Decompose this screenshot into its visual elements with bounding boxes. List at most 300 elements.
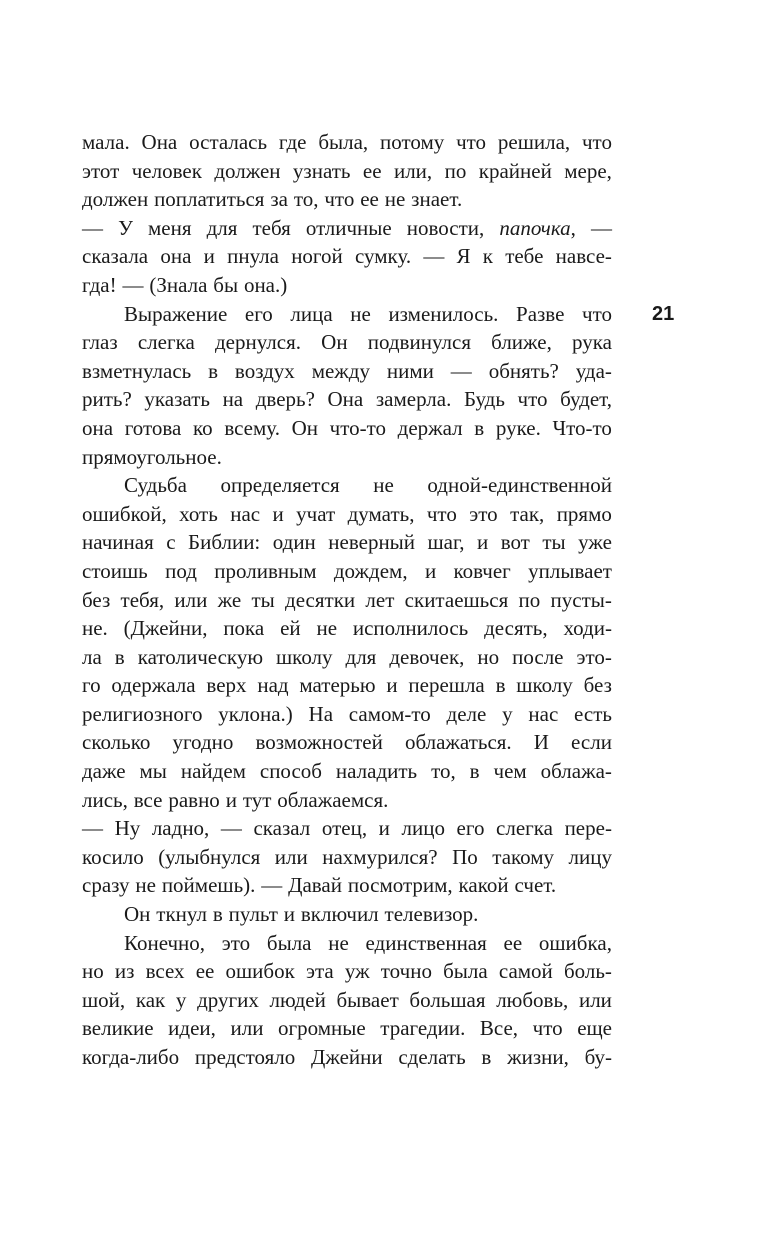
- word: всех: [145, 959, 185, 984]
- word: не: [316, 616, 338, 641]
- word: учат: [296, 501, 336, 526]
- text-line: [82, 157, 612, 186]
- word: этот: [82, 158, 120, 183]
- word: шаг,: [427, 530, 465, 555]
- word: способ: [259, 759, 322, 784]
- word: найдем: [180, 759, 246, 784]
- word: в: [114, 644, 125, 669]
- word: слегка: [496, 816, 553, 841]
- word: сделать: [398, 1045, 466, 1069]
- word: —: [82, 816, 103, 841]
- text-line: [82, 643, 612, 672]
- word: чем: [493, 759, 527, 784]
- word: Он: [291, 415, 318, 440]
- word: единственная: [365, 930, 487, 955]
- word: любовь,: [496, 987, 569, 1012]
- word: уклона.): [218, 701, 293, 726]
- word: облажаемся.: [277, 787, 389, 812]
- word: руке.: [495, 415, 541, 440]
- word: лись,: [82, 787, 128, 812]
- word: Он: [124, 902, 151, 927]
- word: деле: [446, 701, 487, 726]
- word: или: [174, 587, 208, 612]
- word: Она: [141, 130, 178, 154]
- word: в: [495, 673, 506, 698]
- word: думать,: [347, 501, 415, 526]
- word: ногой: [291, 244, 343, 269]
- word: (улыбнулся: [158, 844, 261, 869]
- word: под: [165, 558, 197, 583]
- word: —: [261, 873, 283, 898]
- word: как: [135, 987, 166, 1012]
- word: что: [582, 301, 612, 326]
- word: ошибок: [225, 959, 295, 984]
- word: наладить: [335, 759, 418, 784]
- word: возможностей: [255, 730, 383, 755]
- word: держал: [397, 415, 463, 440]
- word: людей: [269, 987, 326, 1012]
- word: религиозного: [82, 701, 203, 726]
- word: —: [450, 358, 472, 383]
- word: же: [217, 587, 242, 612]
- word: Все,: [479, 1016, 519, 1041]
- word: или: [230, 1016, 264, 1041]
- word: обнять?: [488, 358, 559, 383]
- word: и: [378, 816, 390, 841]
- word: мере,: [564, 158, 612, 183]
- word: или,: [393, 158, 433, 183]
- word: У: [118, 215, 133, 240]
- word: хоть: [179, 501, 218, 526]
- word: матерью: [299, 673, 376, 698]
- word: для: [345, 644, 377, 669]
- word: указать: [144, 387, 210, 412]
- word: и: [386, 673, 398, 698]
- word: это: [469, 501, 498, 526]
- word: без: [583, 673, 612, 698]
- word: равно: [168, 787, 220, 812]
- word: не: [328, 930, 349, 955]
- word: слегка: [137, 330, 195, 355]
- word: это: [221, 930, 251, 955]
- word: ее: [503, 930, 523, 955]
- word: дождем,: [333, 558, 408, 583]
- word: Конечно,: [124, 930, 206, 955]
- word: бы: [213, 272, 239, 297]
- word: его: [456, 816, 485, 841]
- word: идеи,: [168, 1016, 216, 1041]
- word: одной-единственной: [427, 473, 612, 498]
- text-line: [82, 843, 612, 872]
- text-line: [82, 1043, 612, 1072]
- word: не: [373, 473, 394, 498]
- word: должен: [214, 158, 281, 183]
- word: была,: [318, 130, 369, 154]
- word: по: [518, 587, 541, 612]
- word: или: [578, 987, 612, 1012]
- text-line: [82, 586, 612, 615]
- word: школу: [516, 673, 573, 698]
- text-line: [82, 357, 612, 386]
- word: такому: [492, 844, 555, 869]
- word: в: [481, 1045, 492, 1069]
- word: сразу: [82, 873, 130, 898]
- word: ковчег: [453, 558, 511, 583]
- word: знает.: [411, 187, 463, 212]
- text-line: [82, 671, 612, 700]
- word: рука: [572, 330, 612, 355]
- word-group: [499, 214, 576, 243]
- word: из: [114, 959, 135, 984]
- word: боль-: [563, 959, 612, 984]
- word: Он: [321, 330, 348, 355]
- word: но: [477, 644, 500, 669]
- word: все: [133, 787, 163, 812]
- word: ладно,: [151, 816, 210, 841]
- word: не: [384, 187, 406, 212]
- word: в: [208, 358, 219, 383]
- word: ла: [82, 644, 102, 669]
- word: нахмурился?: [322, 844, 438, 869]
- text-line: [82, 786, 612, 815]
- word: ближе,: [491, 330, 552, 355]
- word: посмотрим,: [347, 873, 453, 898]
- word: ты: [251, 587, 275, 612]
- word: сказал: [253, 816, 311, 841]
- text-line: [82, 528, 612, 557]
- word: в: [469, 759, 480, 784]
- word: пока: [223, 616, 265, 641]
- word: или: [274, 844, 308, 869]
- word: дверь?: [255, 387, 315, 412]
- word: предстояло: [194, 1045, 296, 1069]
- word: других: [197, 987, 259, 1012]
- word: скитаешься: [404, 587, 509, 612]
- text-line: [82, 986, 612, 1015]
- word: новости,: [406, 215, 485, 240]
- word: не: [135, 873, 156, 898]
- word: Я: [456, 244, 471, 269]
- word: Судьба: [124, 473, 187, 498]
- word: она: [160, 244, 192, 269]
- word: что-то: [329, 415, 386, 440]
- word: готова: [124, 415, 182, 440]
- word: нас: [230, 501, 261, 526]
- word: после: [512, 644, 564, 669]
- text-line: [82, 957, 612, 986]
- word: католическую: [137, 644, 264, 669]
- word: рить?: [82, 387, 132, 412]
- word: Она: [327, 387, 364, 412]
- word: ошибка,: [538, 930, 612, 955]
- word: —: [423, 244, 445, 269]
- text-line: [82, 128, 612, 157]
- word: что: [582, 130, 612, 154]
- word: уплывает: [528, 558, 612, 583]
- word: —: [82, 215, 103, 240]
- word: лицу: [568, 844, 612, 869]
- word: в: [474, 415, 485, 440]
- word: и: [283, 902, 296, 927]
- word: Будь: [463, 387, 505, 412]
- word: если: [571, 730, 612, 755]
- word: вот: [500, 530, 530, 555]
- word: есть: [574, 701, 612, 726]
- word: большая: [409, 987, 486, 1012]
- word: поймешь).: [161, 873, 256, 898]
- word: го: [82, 673, 101, 698]
- text-line: [82, 700, 612, 729]
- word: дернулся.: [214, 330, 301, 355]
- word: ее: [360, 187, 379, 212]
- word: косило: [82, 844, 144, 869]
- word: по: [444, 158, 467, 183]
- word: с: [166, 530, 176, 555]
- word: потому: [380, 130, 445, 154]
- word: осталась: [189, 130, 268, 154]
- word: уда-: [575, 358, 612, 383]
- text-line: [82, 557, 612, 586]
- word: прямоугольное.: [82, 444, 222, 469]
- word: что: [517, 387, 548, 412]
- word: школу: [276, 644, 333, 669]
- word: к: [482, 244, 493, 269]
- word: тебя: [252, 215, 291, 240]
- word: исполнилось: [352, 616, 469, 641]
- word: это-: [576, 644, 612, 669]
- text-line: [82, 328, 612, 357]
- word: даже: [82, 759, 126, 784]
- text-line: [82, 471, 612, 500]
- word: Разве: [516, 301, 565, 326]
- text-line: [82, 900, 612, 929]
- word: На: [308, 701, 334, 726]
- word: она.): [243, 272, 288, 297]
- word: лицо: [401, 816, 445, 841]
- word: взметнулась: [82, 358, 192, 383]
- word: так,: [510, 501, 545, 526]
- word: Что-то: [552, 415, 612, 440]
- word: ошибкой,: [82, 501, 167, 526]
- word: сколько: [82, 730, 151, 755]
- word: самой: [498, 959, 553, 984]
- word: узнать: [292, 158, 351, 183]
- word: не: [350, 301, 371, 326]
- word: ,: [570, 215, 576, 240]
- word: шой,: [82, 987, 126, 1012]
- word: и: [424, 558, 437, 583]
- text-line: [82, 614, 612, 643]
- word: Ну: [114, 816, 141, 841]
- word: на: [222, 387, 244, 412]
- word: и: [272, 501, 284, 526]
- word: что: [324, 187, 355, 212]
- word: мала.: [82, 130, 130, 154]
- word: одержала: [111, 673, 196, 698]
- word: неверный: [328, 530, 416, 555]
- word: уже: [578, 530, 612, 555]
- word: начиная: [82, 530, 154, 555]
- word: навсе-: [555, 244, 612, 269]
- word: И: [533, 730, 549, 755]
- word: Давай: [288, 873, 342, 898]
- word: жизни,: [507, 1045, 569, 1069]
- word: без: [82, 587, 111, 612]
- word: его: [244, 301, 273, 326]
- word: что: [532, 1016, 563, 1041]
- text-line: [82, 757, 612, 786]
- word: у: [502, 701, 513, 726]
- word: глаз: [82, 330, 118, 355]
- word: определяется: [220, 473, 340, 498]
- word: сумку.: [354, 244, 412, 269]
- word: не.: [82, 616, 108, 641]
- word: (Знала: [149, 272, 208, 297]
- word: лет: [365, 587, 395, 612]
- text-line: [82, 500, 612, 529]
- word: ними: [386, 358, 434, 383]
- word: прямо: [556, 501, 612, 526]
- word: ее: [195, 959, 215, 984]
- word: для: [206, 215, 238, 240]
- word: поплатиться: [154, 187, 265, 212]
- word: девочек,: [389, 644, 465, 669]
- text-line: [82, 871, 612, 900]
- text-line: [82, 214, 612, 243]
- word: была: [266, 930, 312, 955]
- text-line: [82, 414, 612, 443]
- word: десятки: [285, 587, 356, 612]
- word: меня: [148, 215, 192, 240]
- text-line: [82, 814, 612, 843]
- word: отличные: [305, 215, 392, 240]
- word: всему.: [224, 415, 280, 440]
- word: бу-: [584, 1045, 612, 1069]
- body-text: [82, 128, 612, 1072]
- word: тебе: [505, 244, 544, 269]
- word: отец,: [321, 816, 368, 841]
- word: то,: [293, 187, 319, 212]
- word: но: [82, 959, 104, 984]
- word: уж: [344, 959, 370, 984]
- word: что: [456, 130, 487, 154]
- word: папочка: [499, 215, 571, 240]
- word: человек: [131, 158, 202, 183]
- text-line: [82, 929, 612, 958]
- word: будет,: [560, 387, 612, 412]
- word: телевизор.: [384, 902, 479, 927]
- word: ты: [542, 530, 566, 555]
- word: проливным: [214, 558, 317, 583]
- word: пульт: [228, 902, 278, 927]
- word: изменилось.: [388, 301, 499, 326]
- word: должен: [82, 187, 149, 212]
- word: когда-либо: [82, 1045, 180, 1069]
- word: точно: [380, 959, 432, 984]
- word: трагедии.: [380, 1016, 466, 1041]
- word: воздух: [234, 358, 295, 383]
- word: один: [272, 530, 316, 555]
- text-line: [82, 242, 612, 271]
- word: (Джейни,: [123, 616, 208, 641]
- word: пусты-: [550, 587, 612, 612]
- word: еще: [577, 1016, 612, 1041]
- text-line: [82, 185, 612, 214]
- word: десять,: [484, 616, 548, 641]
- word: самом-то: [348, 701, 431, 726]
- word: нас: [528, 701, 559, 726]
- word: великие: [82, 1016, 154, 1041]
- word: По: [452, 844, 478, 869]
- word: над: [257, 673, 289, 698]
- word: облажаться.: [404, 730, 512, 755]
- word: то,: [431, 759, 456, 784]
- text-line: [82, 271, 612, 300]
- word: Выражение: [124, 301, 228, 326]
- word: ткнул: [156, 902, 207, 927]
- word: лица: [290, 301, 333, 326]
- text-line: [82, 728, 612, 757]
- word: замерла.: [375, 387, 452, 412]
- text-line: [82, 1014, 612, 1043]
- word: —: [220, 816, 242, 841]
- word: у: [175, 987, 187, 1012]
- text-line: [82, 443, 612, 472]
- word: в: [212, 902, 223, 927]
- word: и: [203, 244, 215, 269]
- word: бывает: [336, 987, 399, 1012]
- word: она: [82, 415, 114, 440]
- word: подвинулся: [367, 330, 471, 355]
- word: крайней: [478, 158, 552, 183]
- word: за: [270, 187, 288, 212]
- word: счет.: [514, 873, 557, 898]
- word: Джейни: [311, 1045, 383, 1069]
- word: ее: [362, 158, 382, 183]
- word: огромные: [278, 1016, 366, 1041]
- word: —: [122, 272, 144, 297]
- word: мы: [139, 759, 167, 784]
- word: ей: [280, 616, 301, 641]
- word: где: [278, 130, 307, 154]
- word: тут: [242, 787, 272, 812]
- word: какой: [458, 873, 509, 898]
- word: сказала: [82, 244, 149, 269]
- word: что: [426, 501, 457, 526]
- text-line: [82, 385, 612, 414]
- word: пнула: [227, 244, 279, 269]
- text-line: [82, 300, 612, 329]
- word: и: [476, 530, 489, 555]
- word: ко: [193, 415, 213, 440]
- word: Библии:: [188, 530, 261, 555]
- word: решила,: [497, 130, 571, 154]
- page-number: 21: [652, 303, 675, 325]
- word: облажа-: [540, 759, 612, 784]
- word: эта: [305, 959, 334, 984]
- word: пере-: [564, 816, 612, 841]
- word: —: [590, 215, 612, 240]
- word: тебя,: [120, 587, 165, 612]
- word: ходи-: [563, 616, 612, 641]
- word: стоишь: [82, 558, 148, 583]
- word: перешла: [408, 673, 485, 698]
- word: угодно: [172, 730, 234, 755]
- word: и: [225, 787, 237, 812]
- word: между: [311, 358, 370, 383]
- word: была: [443, 959, 488, 984]
- word: включил: [300, 902, 379, 927]
